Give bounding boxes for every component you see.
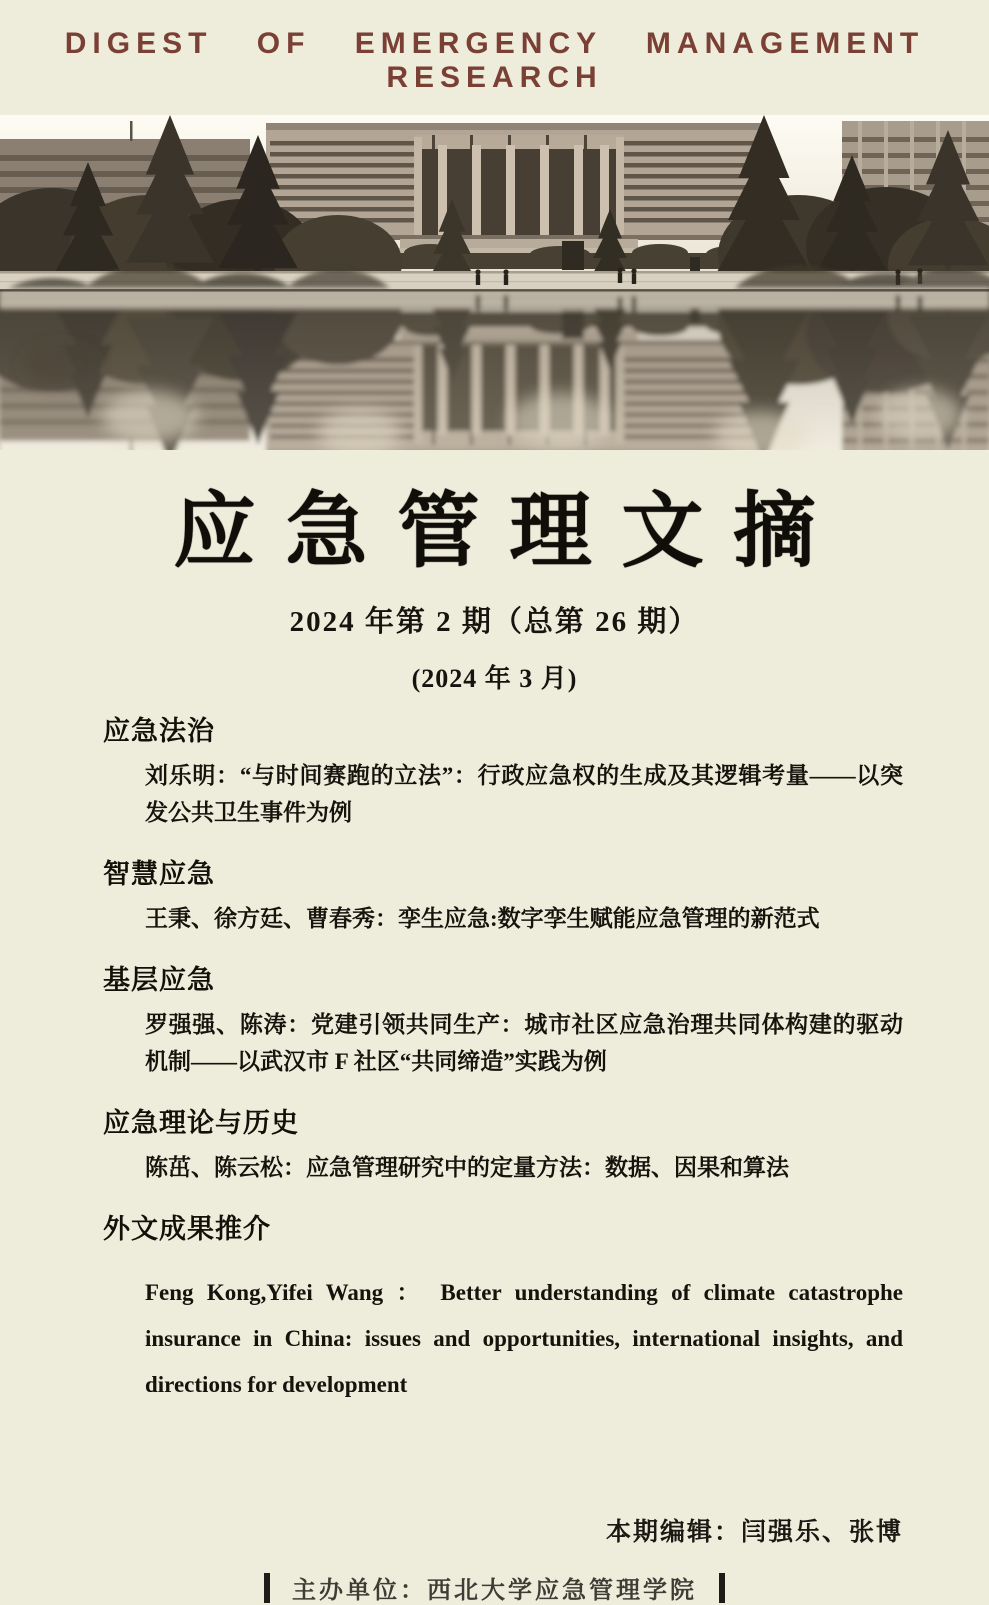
toc-section-heading-theory-history: 应急理论与历史 [103, 1108, 299, 1138]
toc-section-heading-smart-emergency: 智慧应急 [103, 859, 215, 889]
toc-section-heading-emergency-law: 应急法治 [103, 716, 215, 746]
table-of-contents [0, 709, 989, 1408]
toc-section-heading-grassroots-emergency: 基层应急 [103, 965, 215, 995]
organizer-text: 主办单位：西北大学应急管理学院 [292, 1577, 697, 1604]
issue-line: 2024 年第 2 期（总第 26 期） [289, 606, 700, 638]
footer-bar-right [719, 1573, 725, 1603]
footer-organizer [0, 1570, 989, 1605]
toc-entry: 王秉、徐方廷、曹春秀：孪生应急:数字孪生赋能应急管理的新范式 [145, 906, 820, 931]
cover-photo-illustration [0, 115, 989, 450]
date-line: (2024 年 3 月) [411, 664, 578, 693]
toc-entry: 罗强强、陈涛：党建引领共同生产：城市社区应急治理共同体构建的驱动机制——以武汉市 F 社区“共同缔造”实践为例 [145, 1012, 903, 1074]
cover-photo [0, 115, 989, 450]
water-reflection [0, 265, 989, 450]
toc-section-heading-foreign-results: 外文成果推介 [103, 1214, 271, 1244]
journal-english-title: DIGEST OF EMERGENCY MANAGEMENT RESEARCH [64, 27, 925, 94]
footer-bar-left [264, 1573, 270, 1603]
toc-entry: 陈茁、陈云松：应急管理研究中的定量方法：数据、因果和算法 [145, 1155, 789, 1180]
editor-credit: 本期编辑：闫强乐、张博 [605, 1518, 903, 1546]
journal-title-calligraphy: 应急管理文摘 [173, 486, 846, 577]
toc-entry-english: Feng Kong,Yifei Wang ： Better understanding of climate catastrophe insurance in China: issues and opportunities, international insights, and directions for development [145, 1280, 903, 1397]
toc-entry: 刘乐明：“与时间赛跑的立法”：行政应急权的生成及其逻辑考量——以突发公共卫生事件为例 [145, 763, 903, 825]
